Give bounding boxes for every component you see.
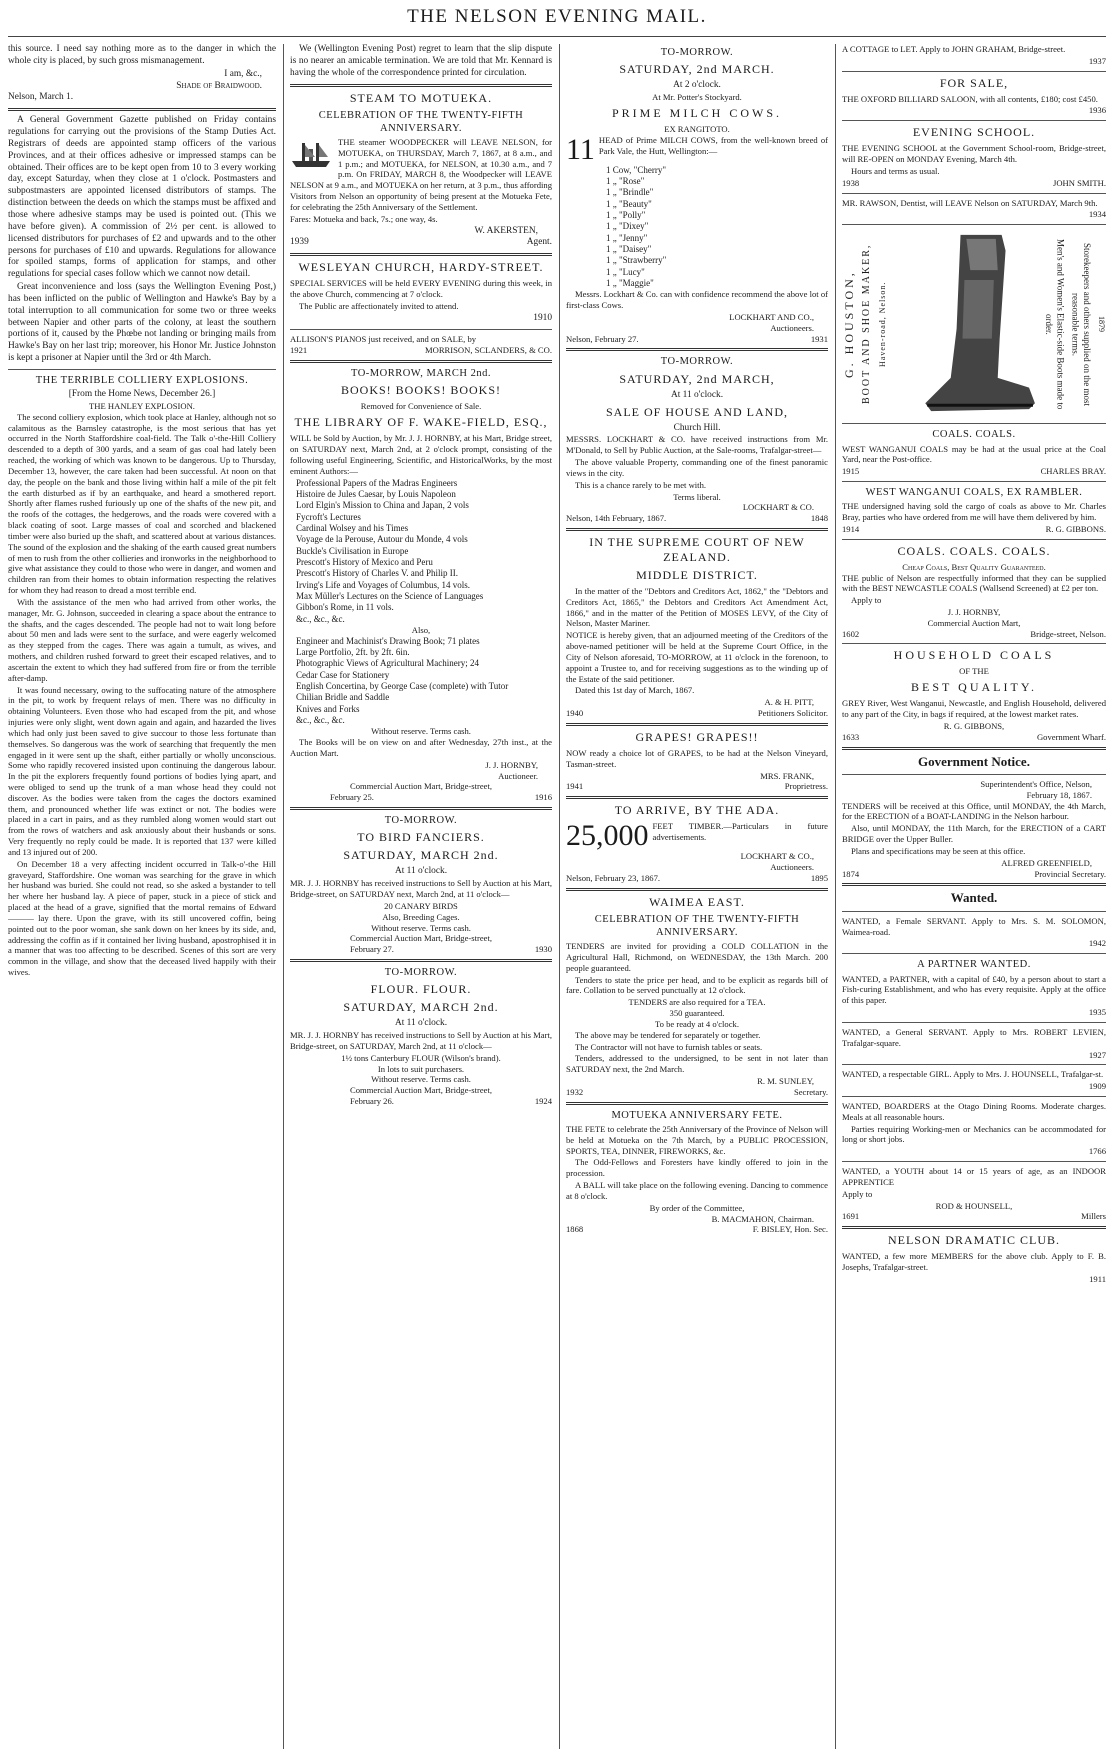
waimea-tea-2: 350 guaranteed. — [669, 1008, 725, 1019]
coals3-apply: Apply to — [851, 595, 882, 606]
library-list-item: Photographic Views of Agricultural Machinery; 24 — [296, 658, 480, 669]
ad-number: 1691 — [842, 1211, 860, 1222]
rule — [842, 224, 1106, 225]
cows-count: 11 — [566, 132, 595, 166]
house-terms: Terms liberal. — [673, 491, 721, 502]
rule — [566, 528, 828, 531]
flour-subhead: FLOUR. FLOUR. — [370, 982, 472, 997]
flour-date-line: February 26. — [350, 1096, 394, 1107]
colliery-headline: THE TERRIBLE COLLIERY EXPLOSIONS. — [35, 374, 249, 386]
library-list-item: Engineer and Machinist's Drawing Book; 71 plates — [296, 635, 480, 646]
ad-number: 1942 — [1088, 938, 1106, 949]
rule — [566, 888, 828, 891]
bootmaker-details-2: Storekeepers and others supplied on the most reasonable terms. — [1070, 242, 1092, 406]
bootmaker-address: Haven-road, Nelson. — [877, 281, 887, 367]
coals1-body: WEST WANGANUI COALS may be had at the usual price at the Coal Yard, near the Post-office. — [842, 443, 1106, 465]
government-body-2: Also, until MONDAY, the 11th March, for the ERECTION of a CART BRIDGE over the Upper Buller. — [842, 823, 1106, 845]
ad-number: 1921 — [290, 345, 308, 356]
household-body: GREY River, West Wanganui, Newcastle, and English Household, delivered to any part of the City, in bags if required, at the lowest market rates. — [842, 698, 1106, 720]
rule — [842, 1064, 1106, 1065]
steam-subhead: CELEBRATION OF THE TWENTY-FIFTH ANNIVERSARY. — [318, 109, 524, 134]
flour-reserve: Without reserve. Terms cash. — [371, 1074, 471, 1085]
waimea-tea-3: To be ready at 4 o'clock. — [655, 1018, 739, 1029]
wanted-partner: WANTED, a PARTNER, with a capital of £40, by a person about to start a Fish-curing Establishment, and who has every requisite. Apply at the office of this paper. — [842, 973, 1106, 1006]
fete-body: THE FETE to celebrate the 25th Anniversary of the Province of Nelson will be held at Motueka on the 7th March, by a PUBLIC PROCESSION, SPORTS, TEA, DINNER, FIREWORKS, &c. — [566, 1123, 828, 1156]
ad-number: 1914 — [842, 523, 860, 534]
column-divider — [283, 44, 284, 1749]
ad-number: 1940 — [566, 708, 584, 719]
steam-agent-title: Agent. — [526, 237, 552, 248]
wesleyan-headline: WESLEYAN CHURCH, HARDY-STREET. — [298, 260, 544, 275]
library-mart: Commercial Auction Mart, Bridge-street, — [350, 781, 492, 792]
wanted-general-servant: WANTED, a General SERVANT. Apply to Mrs. ROBERT LEVIEN, Trafalgar-square. — [842, 1026, 1106, 1048]
column-2 — [290, 44, 552, 1107]
library-list-item: Chilian Bridle and Saddle — [296, 692, 390, 703]
colliery-paragraph-2: With the assistance of the men who had arrived from other works, the manager, Mr. G. Johnson, succeeded in clearing a space about the entrance to the shafts, and the cages descended. The people had not to wait long before about 50 men and lads were sent to the surface, and were eagerly welcomed as they stepped from the cages. There was again a tumult, as wives, and mothers, and children rushed forward to greet their escaped relatives, and to ascertain the extent to which they had suffered from fire or from the terrible after-damp. — [8, 596, 276, 683]
rule — [842, 1226, 1106, 1229]
column-divider — [835, 44, 836, 1749]
rule — [842, 539, 1106, 540]
rule — [842, 423, 1106, 424]
dramatic-club-headline: NELSON DRAMATIC CLUB. — [887, 1233, 1060, 1248]
rule — [842, 481, 1106, 482]
letter-date: Nelson, March 1. — [8, 92, 74, 103]
household-of: OF THE — [959, 666, 989, 677]
waimea-body-4: The Contractor will not have to furnish tables or seats. — [575, 1041, 763, 1052]
wesleyan-body: SPECIAL SERVICES will be held EVERY EVENING during this week, in the above Church, commencing at 7 o'clock. — [290, 278, 552, 300]
cows-date-line: Nelson, February 27. — [566, 333, 639, 344]
rule — [566, 348, 828, 351]
household-best: BEST QUALITY. — [911, 680, 1037, 695]
ad-number: 1879 — [1097, 316, 1106, 333]
ad-number: 1931 — [810, 333, 828, 344]
library-list-item: Histoire de Jules Caesar, by Louis Napoleon — [296, 488, 456, 499]
rule — [290, 329, 552, 330]
library-list-item: Knives and Forks — [296, 703, 360, 714]
rule — [290, 807, 552, 810]
colliery-paragraph-1: The second colliery explosion, which took place at Hanley, although not so calamitous as the Barnsley catastrophe, is the most serious that has yet occurred in the North Staffordshire coal-field. The Talk o'-the-Hill Colliery descended to a depth of 300 yards, and a seam of gas coal had lately been reached, the working of which was known to be dangerous. Up to Thursday, December 13, however, the care taken had been successful. At noon on that day, the people on the bank and those living within half a mile of the pit felt the earth disturbed as if by an earthquake, and heard a smothered report. Shortly after flames rushed furiously up one of the shafts of the new pit, and the roofs of the cottages, the hedgerows, and the roads were covered with a black coating of soot. Large masses of coal and scorched and blackened timber were also buried up the shaft, and scattered about at various distances. The sound of the explosion and the shaking of the earth caused great numbers of men to rush from the other collieries and ironworks in the neighborhood to give what assistance they could to those who were in danger, and women and children ran from their homes to obtain information respecting the relatives for whom they had reason to dread a most terrible end. — [8, 411, 276, 596]
dentist-ad: MR. RAWSON, Dentist, will LEAVE Nelson on SATURDAY, March 9th. — [842, 197, 1098, 208]
waimea-tea: TENDERS are also required for a TEA. — [628, 997, 766, 1008]
ad-number: 1924 — [534, 1096, 552, 1107]
flour-body: MR. J. J. HORNBY has received instructions to Sell by Auction at his Mart, Bridge-street, on SATURDAY, March 2nd, at 11 o'clock— — [290, 1030, 552, 1051]
rule — [842, 774, 1106, 775]
cottage-ad: A COTTAGE to LET. Apply to JOHN GRAHAM, Bridge-street. — [842, 44, 1066, 54]
government-body-3: Plans and specifications may be seen at this office. — [851, 845, 1026, 856]
library-list-item: English Concertina, by George Case (complete) with Tutor — [296, 681, 509, 692]
library-signature: J. J. HORNBY, — [485, 759, 538, 770]
ad-number: 1939 — [290, 237, 309, 248]
colliery-source: [From the Home News, December 26.] — [68, 389, 216, 400]
column-3 — [566, 44, 828, 1235]
fete-signature: B. MACMAHON, Chairman. — [711, 1213, 814, 1224]
government-notice-headline: Government Notice. — [918, 753, 1030, 769]
rule — [842, 120, 1106, 121]
steam-ad — [290, 137, 552, 213]
cow-list-item: 1 „ "Maggie" — [606, 278, 654, 288]
rule — [842, 883, 1106, 886]
ad-number: 1938 — [842, 177, 860, 188]
wanted-girl: WANTED, a respectable GIRL. Apply to Mrs. J. HOUNSELL, Trafalgar-st. — [842, 1069, 1104, 1080]
rule — [842, 747, 1106, 750]
partner-headline: A PARTNER WANTED. — [917, 959, 1031, 971]
coals1-headline: COALS. COALS. — [932, 429, 1016, 441]
cow-list-item: 1 „ "Lucy" — [606, 266, 645, 277]
library-list-item: Max Müller's Lectures on the Science of Languages — [296, 590, 484, 601]
column-1 — [8, 44, 276, 979]
letter-end: this source. I need say nothing more as to the danger in which the whole city is placed, by such gross mismanagement. — [8, 44, 276, 66]
flour-date: SATURDAY, MARCH 2nd. — [343, 1000, 499, 1015]
coals2-body: THE undersigned having sold the cargo of coals as above to Mr. Charles Bray, parties who have ordered from me will have them delivered by him. — [842, 501, 1106, 523]
rule — [842, 193, 1106, 194]
cow-list-item: 1 „ "Jenny" — [606, 232, 648, 243]
cow-list-item: 1 „ "Dixey" — [606, 221, 649, 232]
steam-agent: W. AKERSTEN, — [474, 225, 538, 236]
cows-body: HEAD of Prime MILCH COWS, from the well-known breed of Park Vale, the Hutt, Wellington:— — [598, 134, 828, 156]
waimea-body-2: Tenders to state the price per head, and to be explicit as regards bill of fare. Collation to be served punctually at 12 o'clock. — [566, 974, 828, 996]
ad-number: 1916 — [534, 792, 552, 803]
ad-number: 1874 — [842, 868, 860, 879]
court-signature: A. & H. PITT, — [764, 697, 814, 708]
ada-headline: TO ARRIVE, BY THE ADA. — [614, 803, 780, 818]
steam-body: THE steamer WOODPECKER will LEAVE NELSON, for MOTUEKA, on THURSDAY, March 7, 1867, at 8 a.m., and 1 p.m.; and MOTUEKA, for NELSON, at 10.30 a.m., and 7 p.m. On FRIDAY, MARCH 8, the Woodpecker will LEAVE NELSON at 9 a.m., and MOTUEKA on her return, at 3 p.m., thus affording Visitors from Nelson an opportunity of being present at the Motueka Fete, for celebrating the 25th Anniversary of the Settlement. — [290, 136, 552, 212]
waimea-body-3: The above may be tendered for separately or together. — [575, 1029, 761, 1040]
pianos-firm: MORRISON, SCLANDERS, & CO. — [424, 345, 552, 356]
government-date: February 18, 1867. — [1026, 789, 1092, 800]
colliery-paragraph-3: It was found necessary, owing to the suffocating nature of the atmosphere in the pit, to work by frequent relays of men. There was no difficulty in obtaining Volunteers. Even those who had escaped from the pit, and whose injuries were only slight, went down again and again, and hazarded the lives which had only just been saved to give succour to those less fortunate than themselves. So dangerous was the work of searching that frequently the men engaged in it were sent up the shaft, either partially or wholly unconscious. Some who rapidly recovered insisted upon continuing the dangerous labour. In the pit the explorers frequently found portions of bodies lying apart, and were obliged to send up the trunk of a man whose head they could not discover. As the bodies were taken from the cages the doctors examined them, and pronounced whether life was extinct or not. The bodies were placed in a cart in pairs, and as they rumbled along women would start out from the rows of watchers and ask anxiously about their husbands or sons. Very frequently no reply could be made. It is reported that 137 were killed and 13 injured out of 200. — [8, 684, 276, 857]
flour-headline: TO-MORROW. — [384, 967, 458, 978]
ad-number: 1633 — [842, 731, 860, 742]
ad-number: 1868 — [566, 1224, 584, 1235]
cow-list-item: 1 „ "Daisey" — [606, 244, 652, 255]
wanted-youth: WANTED, a YOUTH about 14 or 15 years of age, as an INDOOR APPRENTICE — [842, 1166, 1106, 1187]
library-signature-title: Auctioneer. — [498, 770, 538, 781]
flour-item: 1½ tons Canterbury FLOUR (Wilson's brand). — [341, 1052, 501, 1063]
sale-headline: FOR SALE, — [939, 75, 1009, 90]
cows-place: At Mr. Potter's Stockyard. — [652, 92, 742, 103]
house-title: SALE OF HOUSE AND LAND, — [605, 404, 788, 419]
library-list-item: Prescott's History of Charles V. and Philip II. — [296, 568, 459, 579]
fete-body-3: A BALL will take place on the following evening. Dancing to commence at 8 o'clock. — [566, 1180, 828, 1201]
house-headline: TO-MORROW. — [660, 356, 734, 368]
household-headline: HOUSEHOLD COALS — [893, 648, 1055, 663]
sale-body: THE OXFORD BILLIARD SALOON, with all contents, £180; cost £450. — [842, 93, 1098, 104]
court-signature-title: Petitioners Solicitor. — [757, 708, 828, 719]
coals3-headline: COALS. COALS. COALS. — [897, 543, 1051, 558]
coals3-signature-2: Commercial Auction Mart, — [927, 617, 1021, 628]
birds-mart: Commercial Auction Mart, Bridge-street, — [350, 933, 492, 944]
grapes-signature: MRS. FRANK, — [760, 770, 814, 781]
cows-signature-title: Auctioneers. — [770, 322, 814, 333]
letter-closing: I am, &c., — [224, 68, 262, 79]
coals3-subhead: Cheap Coals, Best Quality Guaranteed. — [902, 561, 1046, 572]
government-body: TENDERS will be received at this Office, until MONDAY, the 4th March, for the ERECTION of a BOAT-LANDING in the Nelson harbour. — [842, 800, 1106, 822]
ad-number: 1937 — [1088, 55, 1106, 66]
coals2-headline: WEST WANGANUI COALS, EX RAMBLER. — [865, 486, 1083, 498]
house-date: SATURDAY, 2nd MARCH, — [619, 371, 775, 386]
ad-number: 1915 — [842, 466, 860, 477]
rule — [8, 108, 276, 111]
library-list-item: Prescott's History of Mexico and Peru — [296, 556, 433, 567]
cow-list-item: 1 „ "Polly" — [606, 210, 646, 221]
grapes-signature-title: Proprietress. — [784, 781, 828, 792]
library-list-item: Voyage de la Perouse, Autour du Monde, 4 vols — [296, 534, 468, 545]
coals2-signature: R. G. GIBBONS. — [1045, 523, 1106, 534]
flour-lots: In lots to suit purchasers. — [377, 1063, 465, 1074]
fete-headline: MOTUEKA ANNIVERSARY FETE. — [611, 1109, 783, 1121]
cows-title: PRIME MILCH COWS. — [611, 105, 782, 120]
library-list-item: Cardinal Wolsey and his Times — [296, 522, 409, 533]
ad-number: 1910 — [533, 312, 552, 323]
house-subtitle: Church Hill. — [673, 422, 721, 433]
books-removed: Removed for Convenience of Sale. — [360, 401, 482, 412]
rule — [842, 1096, 1106, 1097]
birds-reserve: Without reserve. Terms cash. — [371, 922, 471, 933]
ada-ad — [566, 819, 828, 853]
coals1-signature: CHARLES BRAY. — [1040, 466, 1106, 477]
waimea-body: TENDERS are invited for providing a COLD COLLATION in the Agricultural Hall, Richmond, on WEDNESDAY, the 13th March. 200 people guaranteed. — [566, 941, 828, 973]
government-signature: ALFRED GREENFIELD, — [1001, 857, 1092, 868]
bootmaker-details: Men's and Women's Elastic-side Boots made to order. — [1043, 239, 1066, 410]
ad-number: 1927 — [1088, 1049, 1106, 1060]
ad-number: 1766 — [1088, 1146, 1106, 1157]
column-divider — [559, 44, 560, 1749]
boot-illustration — [892, 229, 1039, 419]
school-hours: Hours and terms as usual. — [851, 165, 940, 176]
cows-date: SATURDAY, 2nd MARCH. — [619, 62, 775, 77]
waimea-body-5: Tenders, addressed to the undersigned, to be sent in not later than SATURDAY next, the 2nd March. — [566, 1053, 828, 1075]
court-dated: Dated this 1st day of March, 1867. — [575, 685, 695, 696]
colliery-paragraph-4: On December 18 a very affecting incident occurred in Talk-o'-the Hill graveyard, Staffordshire. One woman was searching for the grave in which her husband was buried. She could not read, so she asked a bystander to tell her where her husband lay. A piece of paper, stuck in a piece of stick and placed at the head of a grave, signified that the mortal remains of Edward ——— lay there. Upon the grave, with its still uncovered coffin, being pointed out to the poor woman, she sank down on her knees by its side, and, addressing the coffin as if it contained her living husband, apostrophised it in a manner that was too affecting to be described. Scenes of this sort are very common in the village, and show that the deceased lived happily with their wives. — [8, 858, 276, 978]
rule — [8, 369, 276, 370]
grapes-body: NOW ready a choice lot of GRAPES, to be had at the Nelson Vineyard, Tasman-street. — [566, 747, 828, 769]
cow-list-item: 1 „ "Rose" — [606, 176, 645, 187]
waimea-signature-title: Secretary. — [793, 1086, 828, 1097]
rule — [566, 796, 828, 799]
cows-ad — [566, 132, 828, 166]
ad-number: 1909 — [1088, 1081, 1106, 1092]
library-list-item: Irving's Life and Voyages of Columbus, 14 vols. — [296, 579, 471, 590]
ada-signature-title: Auctioneers. — [770, 862, 814, 873]
rule — [842, 953, 1106, 954]
ad-number: 1930 — [534, 944, 552, 955]
rule — [290, 84, 552, 87]
library-list-item: &c., &c., &c. — [296, 715, 345, 726]
ada-signature: LOCKHART & CO., — [740, 851, 814, 862]
ad-number: 1911 — [1089, 1273, 1106, 1284]
library-body: WILL be Sold by Auction, by Mr. J. J. HORNBY, at his Mart, Bridge street, on SATURDAY next, March 2nd, at 2 o'clock prompt, consisting of the following useful Engineering, Scientific, and HistoricalWorks, by the most eminent Authors:— — [290, 433, 552, 476]
fete-signature-2: F. BISLEY, Hon. Sec. — [752, 1224, 828, 1235]
school-body: THE EVENING SCHOOL at the Government School-room, Bridge-street, will RE-OPEN on MONDAY Evening, March 4th. — [842, 143, 1106, 165]
wanted-servant: WANTED, a Female SERVANT. Apply to Mrs. S. M. SOLOMON, Waimea-road. — [842, 915, 1106, 937]
court-headline: IN THE SUPREME COURT OF NEW ZEALAND. — [589, 535, 805, 564]
birds-body: MR. J. J. HORNBY has received instructions to Sell by Auction at his Mart, Bridge-street, on SATURDAY next, March 2nd, at 11 o'clock— — [290, 878, 552, 900]
ad-number: 1936 — [1088, 105, 1106, 116]
library-list-2 — [290, 636, 552, 727]
library-list-item: Professional Papers of the Madras Engineers — [296, 477, 458, 488]
ad-number: 1602 — [842, 628, 860, 639]
letter-signature: Shade of Braidwood. — [176, 80, 262, 91]
cows-headline: TO-MORROW. — [660, 47, 734, 58]
library-also: Also, — [411, 624, 431, 635]
cows-list — [566, 165, 828, 290]
government-office: Superintendent's Office, Nelson, — [980, 779, 1092, 789]
birds-headline: TO-MORROW. — [384, 815, 458, 827]
court-subhead: MIDDLE DISTRICT. — [636, 568, 758, 582]
wanted-boarders: WANTED, BOARDERS at the Otago Dining Rooms. Moderate charges. Meals at all reasonable hours. — [842, 1100, 1106, 1122]
cows-time: At 2 o'clock. — [673, 80, 721, 91]
wesleyan-body-2: The Public are affectionately invited to attend. — [299, 300, 459, 311]
inconvenience-paragraph: Great inconvenience and loss (says the Wellington Evening Post,) has been inflicted on the public of Wellington and Hawke's Bay by a total interruption to all communication for some two or three weeks between Napier and other parts of the colony, at least the southern portions of it, caused by the Phœbe not landing or bringing mails from Hawke's Bay on her last trip; moreover, his Honor Mr. Justice Johnston is kept a prisoner at Napier until the 3rd or 4th March. — [8, 282, 276, 364]
rule — [566, 1102, 828, 1105]
coals3-signature-3: Bridge-street, Nelson. — [1030, 628, 1106, 639]
steam-headline: STEAM TO MOTUEKA. — [349, 90, 493, 105]
library-list-item: Buckle's Civilisation in Europe — [296, 545, 409, 556]
wanted-youth-apply: Apply to — [842, 1188, 873, 1199]
rule — [842, 911, 1106, 912]
cows-recommend: Messrs. Lockhart & Co. can with confidence recommend the above lot of first-class Cows. — [566, 289, 828, 311]
birds-subhead: TO BIRD FANCIERS. — [357, 830, 485, 845]
column-4 — [842, 44, 1106, 1285]
rule — [566, 723, 828, 726]
bootmaker-name: G. HOUSTON, — [842, 270, 856, 379]
rule — [842, 1161, 1106, 1162]
household-signature-2: Government Wharf. — [1036, 731, 1106, 742]
ad-number: 1848 — [810, 513, 828, 524]
court-matter: In the matter of the "Debtors and Creditors Act, 1862," the "Debtors and Creditors Act, 1865," the Debtors and Creditors Act Amendment Act, 1866," and in the matter of the Petition of MOSES LEVY, of the City of Nelson, Master Mariner. — [566, 586, 828, 629]
pianos-ad: ALLISON'S PIANOS just received, and on SALE, by — [290, 333, 477, 344]
steam-fares: Fares: Motueka and back, 7s.; one way, 4s. — [290, 213, 438, 224]
books-subhead: BOOKS! BOOKS! BOOKS! — [340, 383, 501, 398]
rule — [290, 253, 552, 256]
library-list-item: &c., &c., &c. — [296, 613, 345, 624]
birds-date: SATURDAY, MARCH 2nd. — [343, 848, 499, 863]
house-body-2: The above valuable Property, commanding one of the finest panoramic views in the city. — [566, 457, 828, 478]
house-body-3: This is a chance rarely to be met with. — [575, 479, 707, 490]
rule — [842, 1022, 1106, 1023]
rule — [842, 643, 1106, 644]
library-list-item: Gibbon's Rome, in 11 vols. — [296, 602, 394, 613]
birds-items: 20 CANARY BIRDS — [384, 900, 458, 911]
ad-number: 1941 — [566, 781, 584, 792]
library-date: February 25. — [330, 792, 374, 803]
flour-time: At 11 o'clock. — [394, 1018, 448, 1029]
coals3-body: THE public of Nelson are respectfully informed that they can be supplied with the BEST NEWCASTLE COALS (Wallsend Screened) at £2 per ton. — [842, 572, 1106, 594]
steamship-icon — [290, 137, 334, 171]
ad-number: 1934 — [1088, 209, 1106, 220]
books-headline: TO-MORROW, MARCH 2nd. — [350, 368, 492, 380]
ad-number: 1935 — [1088, 1007, 1106, 1018]
cow-list-item: 1 „ "Beauty" — [606, 198, 652, 209]
rule — [842, 71, 1106, 72]
wanted-youth-signature: ROD & HOUNSELL, — [935, 1200, 1013, 1211]
household-signature: R. G. GIBBONS, — [943, 720, 1005, 731]
wanted-boarders-2: Parties requiring Working-men or Mechanics can be accommodated for long or short jobs. — [842, 1123, 1106, 1145]
ada-figure: 25,000 — [566, 819, 649, 853]
court-notice: NOTICE is hereby given, that an adjourned meeting of the Creditors of the above-named petitioner will be held at the Supreme Court Office, in the City of Nelson aforesaid, TO-MORROW, at 11 o'clock in the forenoon, to appoint a Trustee to, and for receiving suggestions as to the winding up of the Estate of the said petitioner. — [566, 630, 828, 684]
birds-items-2: Also, Breeding Cages. — [382, 911, 460, 922]
cows-signature: LOCKHART AND CO., — [729, 311, 814, 322]
masthead-rule — [8, 36, 1106, 37]
library-view: The Books will be on view on and after Wednesday, 27th inst., at the Auction Mart. — [290, 737, 552, 758]
fete-body-2: The Odd-Fellows and Foresters have kindly offered to join in the procession. — [566, 1157, 828, 1179]
cows-ex: EX RANGITOTO. — [664, 123, 730, 134]
flour-mart: Commercial Auction Mart, Bridge-street, — [350, 1085, 492, 1096]
birds-time: At 11 o'clock. — [394, 866, 448, 877]
library-list-item: Large Portfolio, 2ft. by 2ft. 6in. — [296, 647, 410, 658]
government-signature-title: Provincial Secretary. — [1034, 868, 1106, 879]
cow-list-item: 1 Cow, "Cherry" — [606, 164, 667, 175]
dramatic-club-body: WANTED, a few more MEMBERS for the above club. Apply to F. B. Josephs, Trafalgar-street. — [842, 1251, 1106, 1273]
cow-list-item: 1 „ "Brindle" — [606, 187, 654, 198]
wanted-youth-signature-2: Millers — [1081, 1211, 1106, 1222]
house-signature: LOCKHART & CO. — [742, 502, 814, 513]
ada-date-line: Nelson, February 23, 1867. — [566, 872, 661, 883]
rule — [290, 959, 552, 962]
school-headline: EVENING SCHOOL. — [912, 125, 1036, 140]
fete-by-order: By order of the Committee, — [649, 1202, 745, 1213]
masthead — [0, 0, 1114, 40]
colliery-subhead: THE HANLEY EXPLOSION. — [89, 401, 195, 411]
wanted-headline: Wanted. — [950, 890, 998, 906]
waimea-signature: R. M. SUNLEY, — [757, 1076, 814, 1087]
ada-body: FEET TIMBER.—Particulars in future advertisements. — [652, 821, 828, 843]
newspaper-title: THE NELSON EVENING MAIL. — [407, 6, 707, 27]
cow-list-item: 1 „ "Strawberry" — [606, 255, 667, 266]
waimea-headline: WAIMEA EAST. — [649, 894, 745, 909]
house-time: At 11 o'clock. — [670, 389, 724, 400]
bootmaker-trade: BOOT AND SHOE MAKER, — [861, 244, 873, 405]
library-list-item: Cedar Case for Stationery — [296, 669, 390, 680]
library-list — [290, 478, 552, 625]
birds-date-line: February 27. — [350, 944, 394, 955]
post-paragraph: We (Wellington Evening Post) regret to learn that the slip dispute is no nearer an amicable termination. We are told that Mr. Kennard is having the whole of the correspondence printed for circulation. — [290, 44, 552, 78]
house-date-line: Nelson, 14th February, 1867. — [566, 513, 667, 524]
library-list-item: Lord Elgin's Mission to China and Japan, 2 vols — [296, 500, 469, 511]
rule — [290, 360, 552, 363]
house-body: MESSRS. LOCKHART & CO. have received instructions from Mr. M'Donald, to Sell by Public Auction, at the Sale-rooms, Trafalgar-street— — [566, 434, 828, 456]
bootmaker-ad — [842, 229, 1106, 419]
library-list-item: Fycroft's Lectures — [296, 511, 361, 522]
ad-number: 1895 — [810, 872, 828, 883]
gazette-paragraph: A General Government Gazette published on Friday contains regulations for carrying out the provisions of the Stamp Duties Act. Registrars of deeds are appointed stamp officers of the various Provinces, and at their offices adhesive or impressed stamps can be obtained. Their offices are to be kept open from 10 to 3 every working day, except Saturday, when they close at 1 o'clock. Postmasters and subpostmasters are appointed licensed distributors of stamps. The distinction between the deeds on which the stamps must be affixed and those where adhesive stamps may be used is pointed out. (This we have before given). A commission of 2½ per cent. is allowed to licensed distributors for purchases of £2 and upwards and to the other persons for purchases of £10 and upwards. Regulations for allowance for spoiled stamps, forms of application for stamps, and other regulations for special cases follow which we cannot now detail. — [8, 115, 276, 280]
ad-number: 1932 — [566, 1086, 584, 1097]
waimea-subhead: CELEBRATION OF THE TWENTY-FIFTH ANNIVERSARY. — [594, 913, 800, 938]
coals3-signature: J. J. HORNBY, — [947, 607, 1001, 617]
library-headline: THE LIBRARY OF F. WAKE-FIELD, ESQ., — [294, 415, 548, 430]
grapes-headline: GRAPES! GRAPES!! — [635, 729, 759, 744]
school-signature: JOHN SMITH. — [1053, 177, 1106, 188]
library-reserve: Without reserve. Terms cash. — [371, 726, 471, 737]
